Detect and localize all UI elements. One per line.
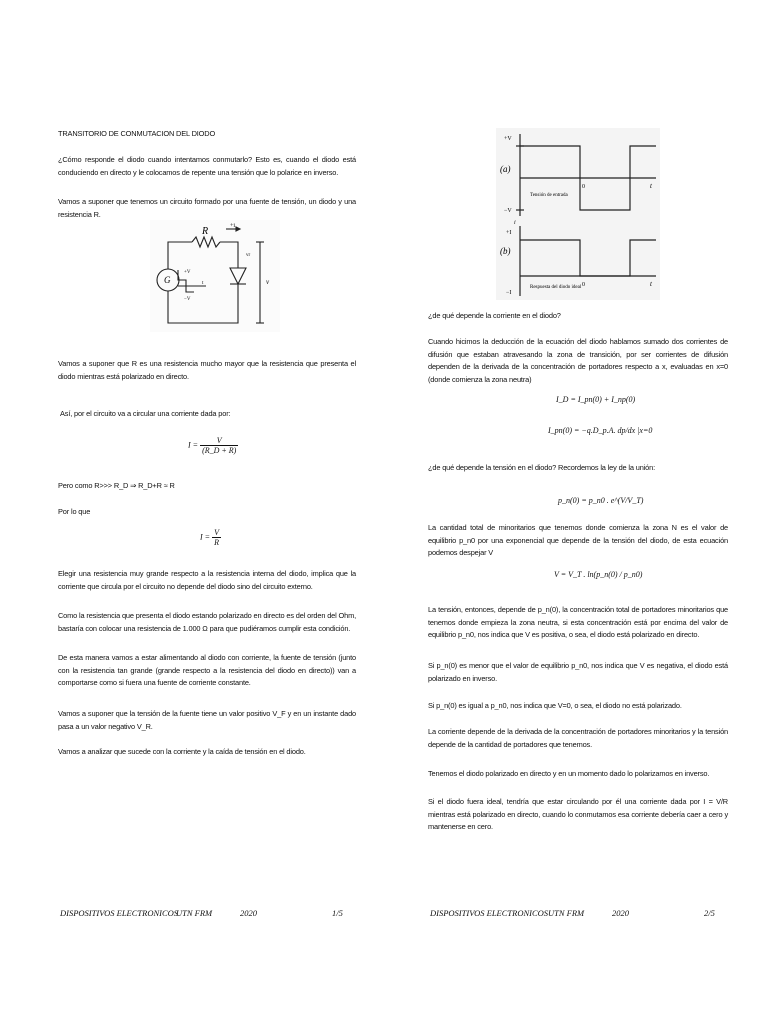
left-page xyxy=(58,0,388,1024)
voltage-label: v xyxy=(266,278,270,286)
footer-school: UTN FRM xyxy=(548,908,585,918)
paragraph: La tensión, entonces, depende de p_n(0), la concentración total de portadores minoritarios que tenemos donde empieza la zona neutra, si esta concentración está por encima del valor de equilibrio p_n0, nos indica que V es positiva, o sea, el diodo está polarizado en directo. xyxy=(428,605,728,639)
graph-b-label: (b) xyxy=(500,246,511,256)
equation-current-simplified: I = $\frac{V}{R}$ xyxy=(200,528,219,547)
footer-course: DISPOSITIVOS ELECTRONICOS xyxy=(60,908,179,918)
graph-b-neg: −I xyxy=(506,290,512,296)
resistor-label: R xyxy=(202,226,209,237)
equation-current: I = $\frac{V}{(R\_D + R)}$ xyxy=(188,436,237,455)
waveform-graph xyxy=(496,128,660,300)
graph-a-t0: 0 xyxy=(582,184,585,190)
paragraph: La corriente depende de la derivada de la concentración de portadores minoritarios y la tensión depende de la cantidad de portadores que tenemos. xyxy=(428,727,728,749)
paragraph: Vamos a suponer que R es una resistencia mucho mayor que la resistencia que presenta el diodo mientras está polarizado en directo. xyxy=(58,359,356,381)
paragraph: ¿de qué depende la tensión en el diodo? Recordemos la ley de la unión: xyxy=(428,463,655,472)
paragraph: Por lo que xyxy=(58,507,91,516)
footer-school: UTN FRM xyxy=(176,908,213,918)
graph-a-pos: +V xyxy=(504,136,512,142)
pos-voltage-label: +V xyxy=(184,270,191,275)
equation-diffusion-current: I_pn(0) = −q.D_p.A. dp/dx |x=0 xyxy=(548,426,653,435)
equation-voltage: V = V_T . ln(p_n(0) / p_n0) xyxy=(554,570,643,579)
current-label: +i xyxy=(230,223,236,229)
footer-year: 2020 xyxy=(240,908,257,918)
footer-page: 2/5 xyxy=(704,908,715,918)
paragraph: Si p_n(0) es menor que el valor de equilibrio p_n0, nos indica que V es negativa, el diodo está polarizado en inverso. xyxy=(428,661,728,683)
paragraph: Vamos a analizar que sucede con la corriente y la caída de tensión en el diodo. xyxy=(58,747,306,756)
graph-b-t0: 0 xyxy=(582,282,585,288)
paragraph: Como la resistencia que presenta el diodo estando polarizado en directo es del orden del Ohm, bastaría con colocar una resistencia de 1.000 Ω para que pudiéramos cumplir esta condición. xyxy=(58,611,356,633)
paragraph: ¿de qué depende la corriente en el diodo? xyxy=(428,311,561,320)
graph-a-caption: Tensión de entrada xyxy=(530,193,568,198)
graph-b-pos: +I xyxy=(506,230,512,236)
paragraph: Vamos a suponer que tenemos un circuito formado por una fuente de tensión, un diodo y una resistencia R. xyxy=(58,197,356,219)
paragraph: Si p_n(0) es igual a p_n0, nos indica que V=0, o sea, el diodo no está polarizado. xyxy=(428,701,682,710)
footer-course: DISPOSITIVOS ELECTRONICOS xyxy=(430,908,549,918)
graph-b-time: t xyxy=(650,280,652,288)
paragraph: La cantidad total de minoritarios que tenemos donde comienza la zona N es el valor de equilibrio p_n0 por una exponencial que depende de la tensión del diodo, de esta ecuación podemos despejar V xyxy=(428,523,728,557)
graph-b-caption: Respuesta del diodo ideal xyxy=(530,285,582,290)
time-label: t xyxy=(202,281,204,286)
paragraph: De esta manera vamos a estar alimentando al diodo con corriente, la fuente de tensión (junto con la resistencia tan grande (grande respecto a la resistencia del diodo en directo)) van a comportarse como si fuera una fuente de corriente constante. xyxy=(58,653,356,687)
paragraph: Así, por el circuito va a circular una corriente dada por: xyxy=(60,409,231,418)
paragraph: Elegir una resistencia muy grande respecto a la resistencia interna del diodo, implica que la corriente que circula por el circuito no depende del diodo sino del circuito externo. xyxy=(58,569,356,591)
graph-a-neg: −V xyxy=(504,208,512,214)
paragraph: Pero como R>>> R_D ⇒ R_D+R ≈ R xyxy=(58,481,175,490)
equation-diode-current: I_D = I_pn(0) + I_np(0) xyxy=(556,395,636,404)
right-page xyxy=(428,0,758,1024)
paragraph: Si el diodo fuera ideal, tendría que estar circulando por él una corriente dada por I = V/R mientras está polarizado en directo, cuando lo conmutamos esa corriente debería caer a cero y mantenerse en cero. xyxy=(428,797,728,831)
section-title: TRANSITORIO DE CONMUTACION DEL DIODO xyxy=(58,129,216,138)
paragraph: Tenemos el diodo polarizado en directo y en un momento dado lo polarizamos en inverso. xyxy=(428,769,710,778)
source-label: G xyxy=(164,275,171,285)
circuit-diagram xyxy=(150,220,280,332)
footer-page: 1/5 xyxy=(332,908,343,918)
footer-year: 2020 xyxy=(612,908,629,918)
paragraph: Vamos a suponer que la tensión de la fuente tiene un valor positivo V_F y en un instante dado pasa a un valor negativo V_R. xyxy=(58,709,356,731)
neg-voltage-label: −V xyxy=(184,297,191,302)
graph-a-label: (a) xyxy=(500,164,511,174)
paragraph: Cuando hicimos la deducción de la ecuación del diodo hablamos sumado dos corrientes de difusión que estaban atravesando la zona de transición, por ser corrientes de difusión dependen de la derivada de la concentración de portadores respecto a x, evaluadas en x=0 (donde comienza la zona neutra) xyxy=(428,337,728,384)
paragraph: ¿Cómo responde el diodo cuando intentamos conmutarlo? Esto es, cuando el diodo está conduciendo en directo y le colocamos de repente una tensión que lo polarice en inverso. xyxy=(58,155,356,177)
diode-voltage-label: vr xyxy=(246,253,251,258)
graph-b-axis: i xyxy=(514,220,516,226)
graph-a-time: t xyxy=(650,182,652,190)
equation-junction-law: p_n(0) = p_n0 . e^(V/V_T) xyxy=(558,496,644,505)
